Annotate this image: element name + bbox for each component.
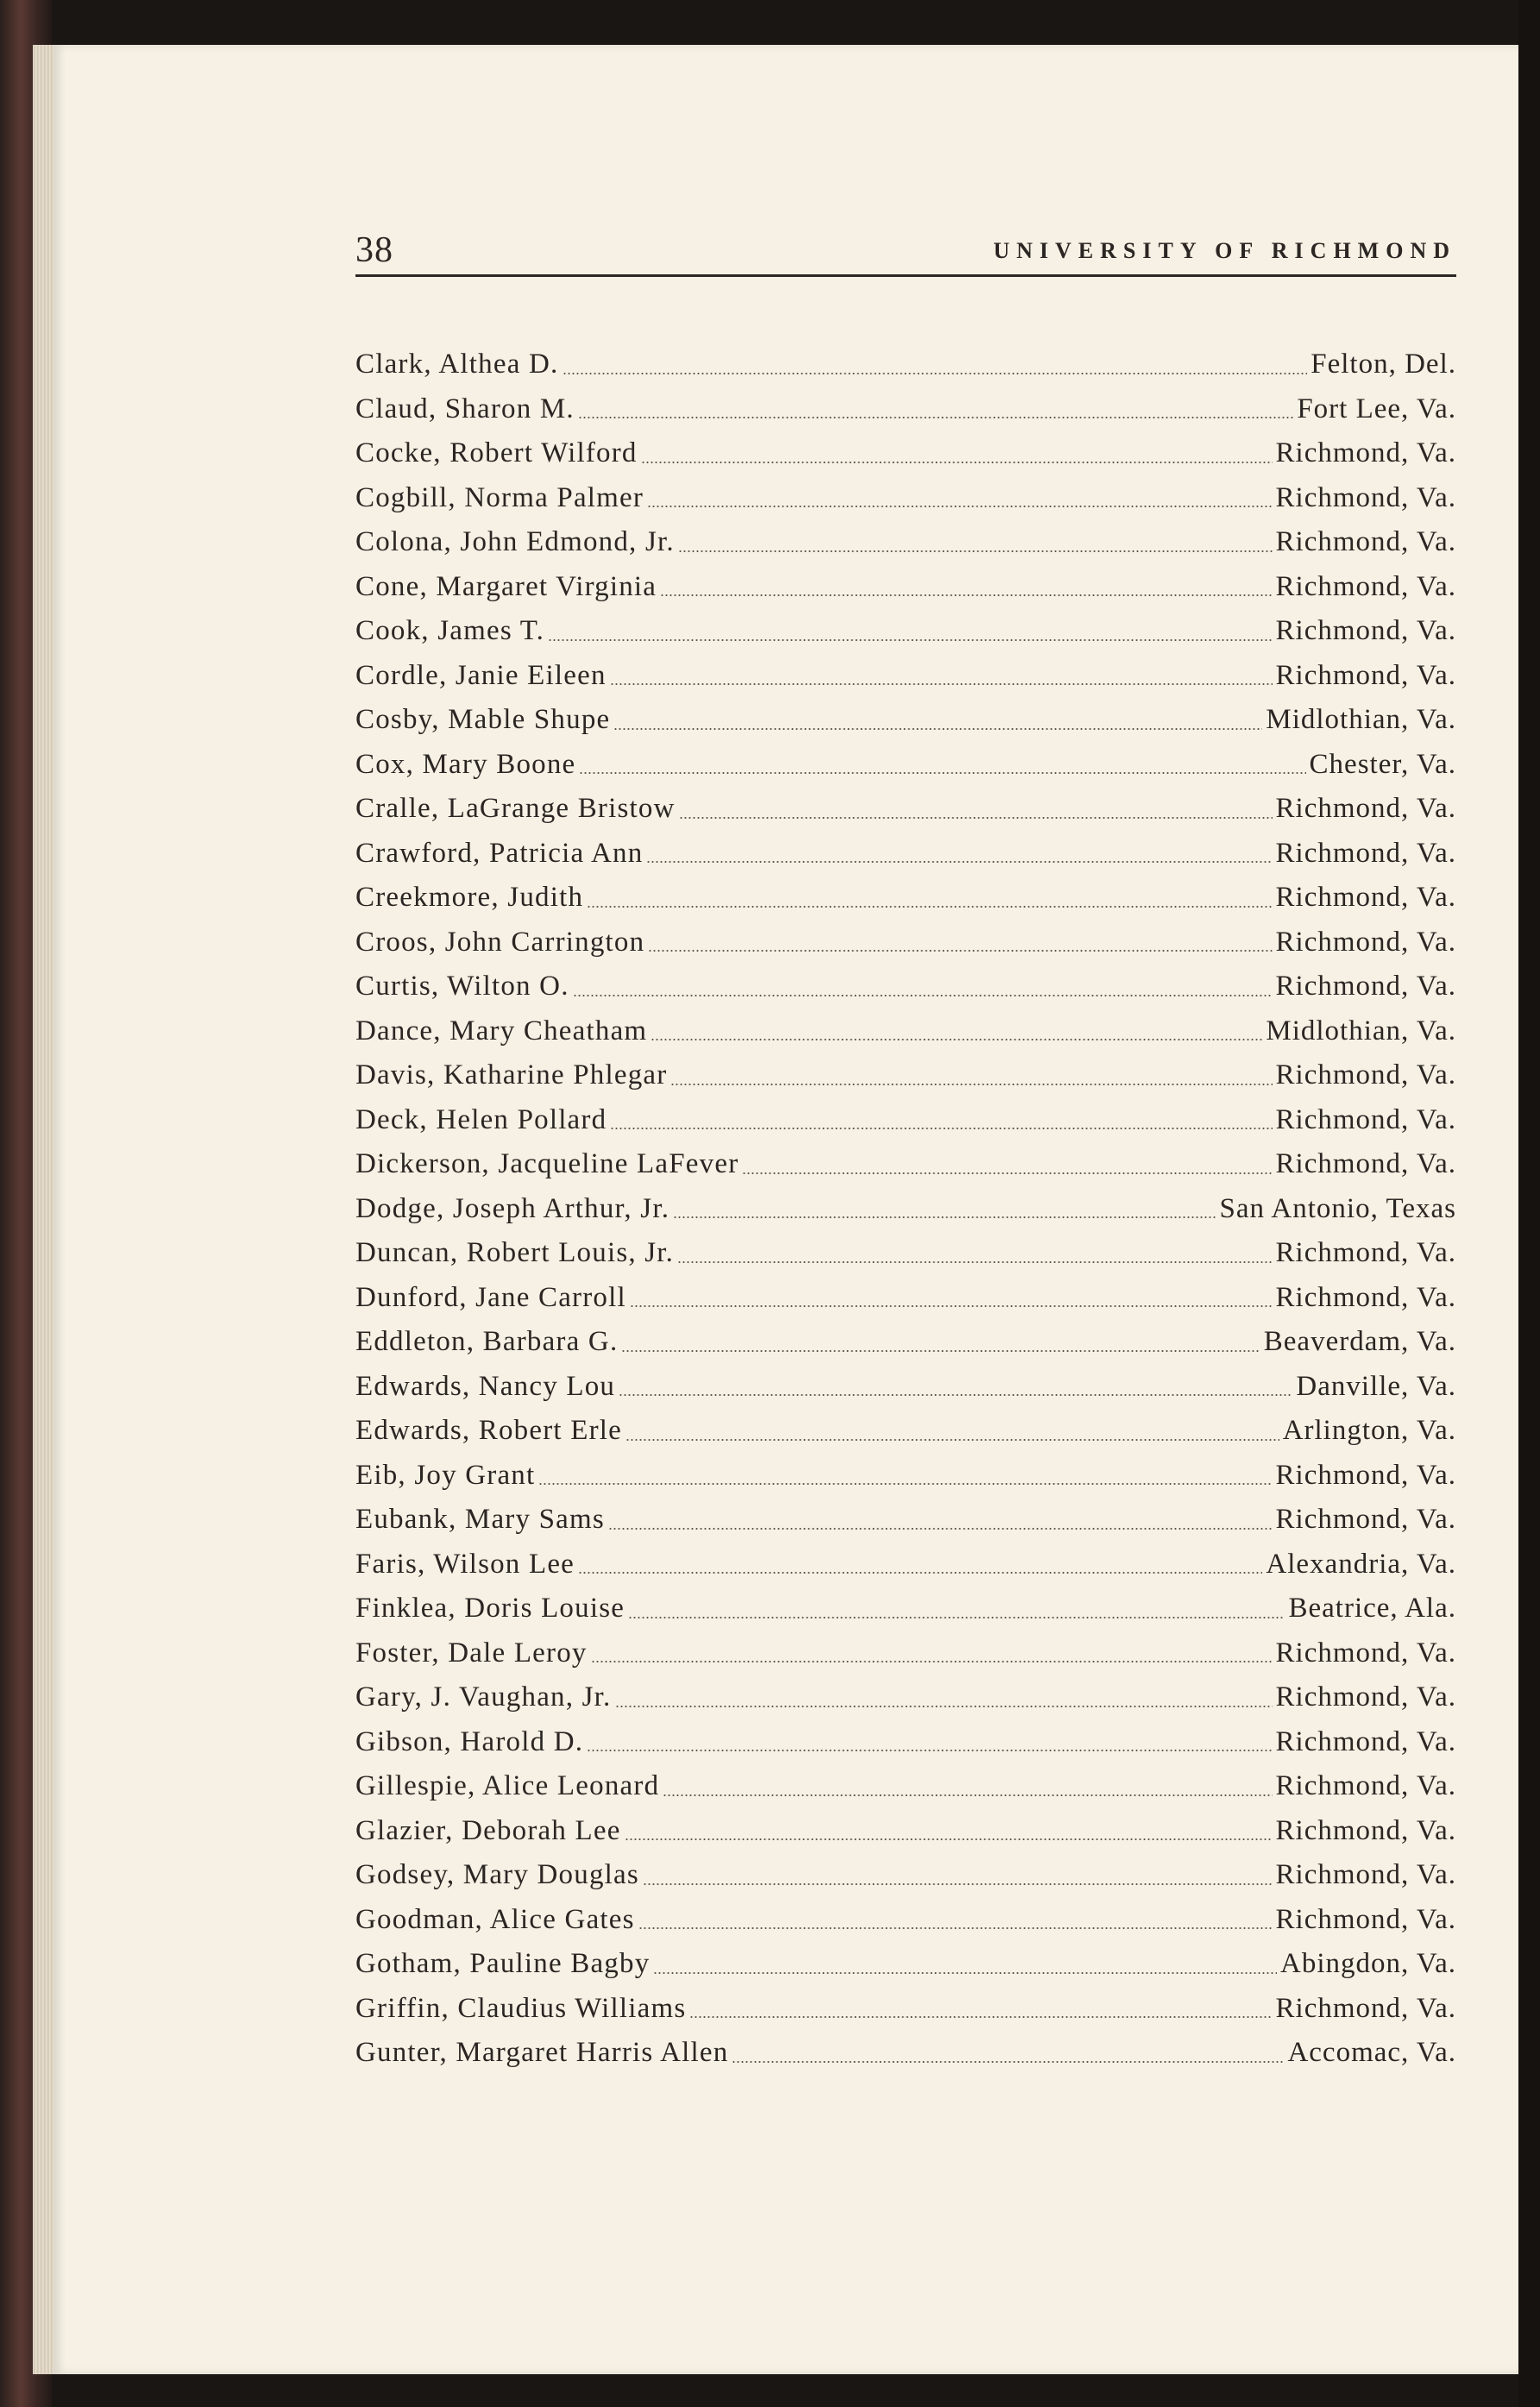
directory-entry	[355, 1720, 1456, 1765]
hometown: Richmond, Va.	[1275, 1814, 1456, 1846]
directory-entry	[355, 1587, 1456, 1631]
student-name: Cosby, Mable Shupe	[355, 704, 611, 735]
page-header	[355, 229, 1456, 281]
student-directory-list	[355, 343, 1456, 2076]
directory-entry	[355, 654, 1456, 699]
hometown: San Antonio, Texas	[1219, 1192, 1456, 1224]
dot-leader	[648, 950, 1272, 952]
student-name: Davis, Katharine Phlegar	[355, 1059, 668, 1090]
student-name: Claud, Sharon M.	[355, 393, 575, 424]
directory-entry	[355, 1675, 1456, 1720]
student-name: Cone, Margaret Virginia	[355, 570, 657, 602]
dot-leader	[591, 1661, 1273, 1662]
dot-leader	[643, 1883, 1273, 1885]
hometown: Richmond, Va.	[1275, 926, 1456, 958]
directory-entry	[355, 1276, 1456, 1321]
student-name: Cocke, Robert Wilford	[355, 437, 638, 468]
directory-entry	[355, 1543, 1456, 1587]
student-name: Cogbill, Norma Palmer	[355, 481, 644, 513]
student-name: Cordle, Janie Eileen	[355, 659, 607, 691]
directory-entry	[355, 1409, 1456, 1454]
student-name: Goodman, Alice Gates	[355, 1903, 635, 1935]
directory-entry	[355, 387, 1456, 432]
directory-entry	[355, 1365, 1456, 1410]
dot-leader	[613, 728, 1262, 730]
student-name: Colona, John Edmond, Jr.	[355, 526, 675, 557]
student-name: Dunford, Jane Carroll	[355, 1281, 626, 1313]
student-name: Gunter, Margaret Harris Allen	[355, 2037, 729, 2068]
student-name: Clark, Althea D.	[355, 349, 559, 380]
directory-entry	[355, 1898, 1456, 1943]
student-name: Glazier, Deborah Lee	[355, 1814, 621, 1846]
hometown: Richmond, Va.	[1275, 615, 1456, 646]
student-name: Godsey, Mary Douglas	[355, 1859, 639, 1890]
dot-leader	[615, 1706, 1273, 1707]
hometown: Alexandria, Va.	[1266, 1548, 1456, 1580]
page-number: 38	[355, 230, 393, 270]
directory-entry	[355, 431, 1456, 476]
directory-entry	[355, 1764, 1456, 1809]
dot-leader	[608, 1528, 1273, 1530]
hometown: Richmond, Va.	[1275, 837, 1456, 869]
dot-leader	[630, 1305, 1273, 1307]
student-name: Eib, Joy Grant	[355, 1459, 536, 1491]
hometown: Midlothian, Va.	[1266, 704, 1456, 735]
directory-entry	[355, 476, 1456, 521]
hometown: Richmond, Va.	[1275, 1459, 1456, 1491]
student-name: Deck, Helen Pollard	[355, 1103, 607, 1135]
student-name: Gibson, Harold D.	[355, 1725, 584, 1757]
hometown: Danville, Va.	[1296, 1370, 1456, 1402]
student-name: Crawford, Patricia Ann	[355, 837, 644, 869]
dot-leader	[610, 683, 1273, 685]
student-name: Dance, Mary Cheatham	[355, 1015, 648, 1046]
directory-entry	[355, 1187, 1456, 1232]
directory-entry	[355, 1098, 1456, 1143]
dot-leader	[579, 772, 1305, 774]
dot-leader	[653, 1972, 1277, 1974]
hometown: Richmond, Va.	[1275, 659, 1456, 691]
dot-leader	[538, 1483, 1272, 1485]
dot-leader	[563, 373, 1308, 374]
student-name: Cook, James T.	[355, 615, 545, 646]
student-name: Eubank, Mary Sams	[355, 1504, 605, 1535]
student-name: Dickerson, Jacqueline LaFever	[355, 1148, 739, 1179]
dot-leader	[732, 2061, 1284, 2063]
hometown: Arlington, Va.	[1282, 1415, 1456, 1446]
hometown: Richmond, Va.	[1275, 1903, 1456, 1935]
hometown: Richmond, Va.	[1275, 1281, 1456, 1313]
hometown: Felton, Del.	[1311, 349, 1456, 380]
student-name: Gary, J. Vaughan, Jr.	[355, 1681, 612, 1713]
dot-leader	[646, 861, 1272, 863]
hometown: Abingdon, Va.	[1280, 1948, 1456, 1979]
hometown: Richmond, Va.	[1275, 437, 1456, 468]
hometown: Richmond, Va.	[1275, 1637, 1456, 1669]
dot-leader	[619, 1394, 1292, 1396]
dot-leader	[587, 1750, 1272, 1751]
directory-entry	[355, 609, 1456, 654]
hometown: Richmond, Va.	[1275, 1148, 1456, 1179]
directory-entry	[355, 520, 1456, 565]
hometown: Richmond, Va.	[1275, 1770, 1456, 1801]
hometown: Richmond, Va.	[1275, 1725, 1456, 1757]
dot-leader	[587, 906, 1272, 908]
student-name: Gotham, Pauline Bagby	[355, 1948, 651, 1979]
student-name: Eddleton, Barbara G.	[355, 1326, 619, 1357]
hometown: Richmond, Va.	[1275, 526, 1456, 557]
dot-leader	[673, 1216, 1216, 1218]
student-name: Duncan, Robert Louis, Jr.	[355, 1237, 675, 1268]
directory-entry	[355, 1498, 1456, 1543]
hometown: Richmond, Va.	[1275, 1504, 1456, 1535]
dot-leader	[621, 1350, 1260, 1352]
dot-leader	[742, 1172, 1272, 1174]
running-head: UNIVERSITY OF RICHMOND	[993, 238, 1456, 263]
dot-leader	[638, 1927, 1273, 1929]
directory-entry	[355, 1009, 1456, 1054]
student-name: Griffin, Claudius Williams	[355, 1992, 687, 2024]
directory-entry	[355, 1454, 1456, 1499]
dot-leader	[625, 1838, 1273, 1840]
hometown: Fort Lee, Va.	[1297, 393, 1456, 424]
hometown: Richmond, Va.	[1275, 1059, 1456, 1090]
dot-leader	[677, 1261, 1272, 1263]
dot-leader	[651, 1039, 1262, 1040]
student-name: Croos, John Carrington	[355, 926, 645, 958]
dot-leader	[610, 1128, 1272, 1129]
student-name: Faris, Wilson Lee	[355, 1548, 575, 1580]
directory-entry	[355, 1142, 1456, 1187]
hometown: Chester, Va.	[1309, 748, 1456, 780]
hometown: Richmond, Va.	[1275, 971, 1456, 1002]
dot-leader	[625, 1439, 1279, 1441]
directory-entry	[355, 1631, 1456, 1676]
student-name: Cralle, LaGrange Bristow	[355, 793, 676, 824]
directory-entry	[355, 1853, 1456, 1898]
dot-leader	[628, 1617, 1285, 1618]
directory-entry	[355, 921, 1456, 965]
dot-leader	[578, 417, 1293, 418]
hometown: Richmond, Va.	[1275, 1237, 1456, 1268]
directory-entry	[355, 743, 1456, 788]
dot-leader	[548, 639, 1272, 641]
student-name: Curtis, Wilton O.	[355, 971, 569, 1002]
hometown: Accomac, Va.	[1287, 2037, 1456, 2068]
student-name: Creekmore, Judith	[355, 882, 584, 913]
hometown: Richmond, Va.	[1275, 1859, 1456, 1890]
directory-entry	[355, 1942, 1456, 1987]
dot-leader	[663, 1794, 1272, 1796]
hometown: Richmond, Va.	[1275, 1103, 1456, 1135]
student-name: Edwards, Robert Erle	[355, 1415, 622, 1446]
directory-entry	[355, 876, 1456, 921]
directory-entry	[355, 787, 1456, 832]
hometown: Beatrice, Ala.	[1288, 1593, 1456, 1624]
dot-leader	[670, 1084, 1272, 1085]
header-rule	[355, 274, 1456, 277]
directory-entry	[355, 2031, 1456, 2076]
directory-entry	[355, 1987, 1456, 2032]
scan-border	[1518, 0, 1540, 2407]
dot-leader	[689, 2016, 1272, 2018]
directory-entry	[355, 832, 1456, 877]
student-name: Finklea, Doris Louise	[355, 1593, 625, 1624]
hometown: Richmond, Va.	[1275, 793, 1456, 824]
hometown: Beaverdam, Va.	[1263, 1326, 1456, 1357]
directory-entry	[355, 343, 1456, 387]
directory-entry	[355, 565, 1456, 610]
dot-leader	[679, 817, 1273, 819]
dot-leader	[660, 594, 1272, 596]
directory-entry	[355, 1053, 1456, 1098]
dot-leader	[678, 550, 1273, 552]
directory-entry	[355, 1231, 1456, 1276]
hometown: Richmond, Va.	[1275, 1992, 1456, 2024]
hometown: Richmond, Va.	[1275, 1681, 1456, 1713]
directory-entry	[355, 1320, 1456, 1365]
student-name: Cox, Mary Boone	[355, 748, 576, 780]
dot-leader	[573, 995, 1273, 996]
student-name: Edwards, Nancy Lou	[355, 1370, 616, 1402]
directory-entry	[355, 698, 1456, 743]
directory-entry	[355, 1809, 1456, 1854]
hometown: Richmond, Va.	[1275, 882, 1456, 913]
directory-entry	[355, 965, 1456, 1009]
dot-leader	[641, 462, 1273, 463]
hometown: Midlothian, Va.	[1266, 1015, 1456, 1046]
hometown: Richmond, Va.	[1275, 481, 1456, 513]
hometown: Richmond, Va.	[1275, 570, 1456, 602]
dot-leader	[578, 1572, 1262, 1574]
student-name: Foster, Dale Leroy	[355, 1637, 588, 1669]
student-name: Dodge, Joseph Arthur, Jr.	[355, 1192, 670, 1224]
student-name: Gillespie, Alice Leonard	[355, 1770, 660, 1801]
dot-leader	[647, 506, 1272, 507]
